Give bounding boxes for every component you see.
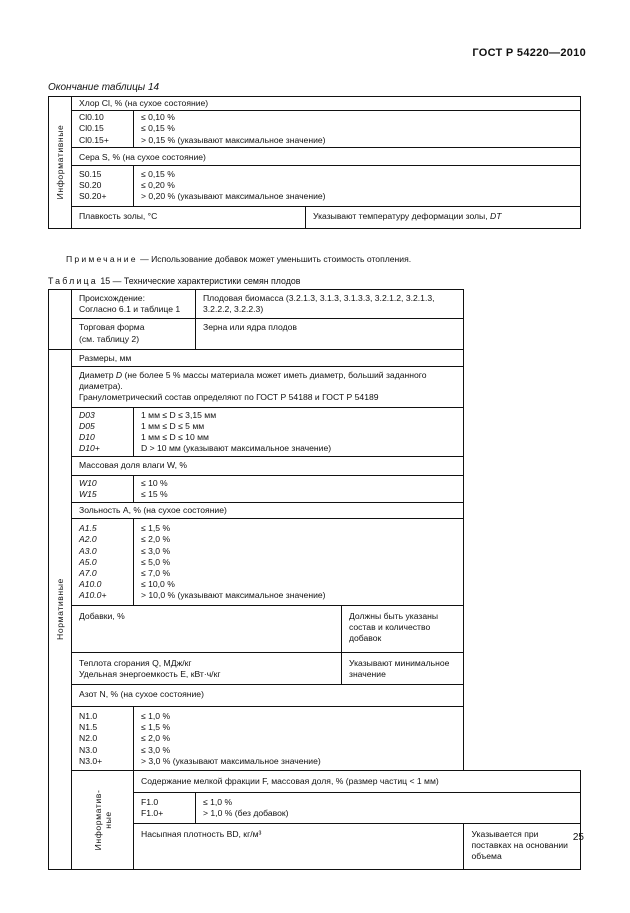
sulfur-codes [72, 166, 134, 207]
trade-form-label: Торговая форма (см. таблицу 2) [72, 319, 196, 349]
table-row [49, 605, 581, 653]
moisture-values: ≤ 10 % ≤ 15 % [134, 475, 464, 502]
value-cell: ≤ 0,15 % [141, 123, 175, 134]
table-row [49, 684, 581, 706]
note [66, 254, 411, 264]
informative-group-label: Информативные [55, 124, 65, 200]
code-cell: Cl0.15 [79, 123, 104, 134]
heat-value: Указывают минимальное значение [342, 653, 464, 684]
heat-label: Теплота сгорания Q, МДж/кг Удельная энергоемкость E, кВт·ч/кг [72, 653, 342, 684]
table-row [49, 519, 581, 605]
table-caption-label: Таблица [48, 276, 98, 286]
value-cell: > 0,20 % (указывают максимальное значение) [141, 191, 326, 202]
bulk-density-label: Насыпная плотность BD, кг/м³ [134, 823, 464, 870]
fines-codes: F1.0 F1.0+ [134, 793, 196, 823]
table-caption-text: 15 — Технические характеристики семян плодов [97, 276, 301, 286]
empty-group-cell [49, 290, 72, 350]
value-cell: > 0,15 % (указывают максимальное значение) [141, 134, 326, 145]
code-cell: S0.20 [79, 180, 102, 191]
normative-group-label: Нормативные [55, 578, 65, 641]
group-label-cell [49, 97, 72, 229]
code-cell: S0.20+ [79, 191, 107, 202]
fines-values: ≤ 1,0 % > 1,0 % (без добавок) [196, 793, 581, 823]
ash-codes: A1.5 A2.0 A3.0 A5.0 A7.0 A10.0 A10.0+ [72, 519, 134, 605]
informative-group-label: Информатив- ные [92, 789, 113, 851]
table-row [49, 147, 581, 165]
note-label: Примечание [66, 254, 138, 264]
table-row [49, 206, 581, 228]
sizes-description: Диаметр D (не более 5 % массы материала может иметь диаметр, больший заданного диаметра). Гранулометрический состав определяют по ГОСТ Р 54188 и ГОСТ Р 54189 [72, 367, 464, 408]
table-row [49, 475, 581, 502]
table-row [49, 111, 581, 148]
additives-label: Добавки, % [72, 605, 342, 653]
note-text: — Использование добавок может уменьшить стоимость отопления. [137, 254, 412, 264]
informative-group-cell [72, 770, 134, 869]
value-cell: ≤ 0,10 % [141, 112, 175, 123]
value-cell: ≤ 0,15 % [141, 169, 175, 180]
code-cell: Cl0.15+ [79, 134, 109, 145]
table-row [49, 407, 581, 457]
table-row [49, 706, 581, 770]
table-15-caption [48, 276, 300, 286]
ash-melting-value: Указывают температуру деформации золы, DT [306, 206, 581, 228]
fines-title: Содержание мелкой фракции F, массовая доля, % (размер частиц < 1 мм) [134, 770, 581, 792]
code-cell: Cl0.10 [79, 112, 104, 123]
bulk-density-value: Указывается при поставках на основании объема [464, 823, 581, 870]
nitrogen-values: ≤ 1,0 % ≤ 1,5 % ≤ 2,0 % ≤ 3,0 % > 3,0 % (указывают максимальное значение) [134, 706, 464, 770]
moisture-codes: W10 W15 [72, 475, 134, 502]
moisture-title: Массовая доля влаги W, % [72, 457, 464, 475]
value-cell: ≤ 0,20 % [141, 180, 175, 191]
table-row [49, 319, 581, 349]
table-row [49, 166, 581, 207]
sizes-codes: D03 D05 D10 D10+ [72, 407, 134, 457]
sulfur-title: Сера S, % (на сухое состояние) [72, 147, 581, 165]
ash-title: Зольность A, % (на сухое состояние) [72, 503, 464, 519]
ash-melting-label: Плавкость золы, °C [72, 206, 306, 228]
chlorine-codes [72, 111, 134, 148]
page-number: 25 [572, 832, 584, 843]
table-continuation-label: Окончание таблицы 14 [48, 82, 160, 93]
table-row [49, 653, 581, 684]
trade-form-value: Зерна или ядра плодов [196, 319, 464, 349]
document-id: ГОСТ Р 54220—2010 [472, 47, 586, 59]
nitrogen-title: Азот N, % (на сухое состояние) [72, 684, 464, 706]
nitrogen-codes: N1.0 N1.5 N2.0 N3.0 N3.0+ [72, 706, 134, 770]
table-row [49, 367, 581, 408]
table-14 [48, 96, 581, 229]
sizes-values: 1 мм ≤ D ≤ 3,15 мм 1 мм ≤ D ≤ 5 мм 1 мм ≤ D ≤ 10 мм D > 10 мм (указывают максимальное значение) [134, 407, 464, 457]
table-row [49, 97, 581, 111]
table-row [49, 503, 581, 519]
table-row [49, 349, 581, 366]
sizes-title: Размеры, мм [72, 349, 464, 366]
origin-label: Происхождение: Согласно 6.1 и таблице 1 [72, 290, 196, 319]
chlorine-values [134, 111, 581, 148]
table-15 [48, 289, 581, 870]
chlorine-title: Хлор Cl, % (на сухое состояние) [72, 97, 581, 111]
table-row [49, 290, 581, 319]
additives-value: Должны быть указаны состав и количество добавок [342, 605, 464, 653]
table-row [49, 770, 581, 792]
ash-values: ≤ 1,5 % ≤ 2,0 % ≤ 3,0 % ≤ 5,0 % ≤ 7,0 % ≤ 10,0 % > 10,0 % (указывают максимальное значение) [134, 519, 464, 605]
table-row [49, 457, 581, 475]
origin-value: Плодовая биомасса (3.2.1.3, 3.1.3, 3.1.3.3, 3.2.1.2, 3.2.1.3, 3.2.2.2, 3.2.2.3) [196, 290, 464, 319]
sulfur-values [134, 166, 581, 207]
normative-group-cell [49, 349, 72, 869]
code-cell: S0.15 [79, 169, 102, 180]
